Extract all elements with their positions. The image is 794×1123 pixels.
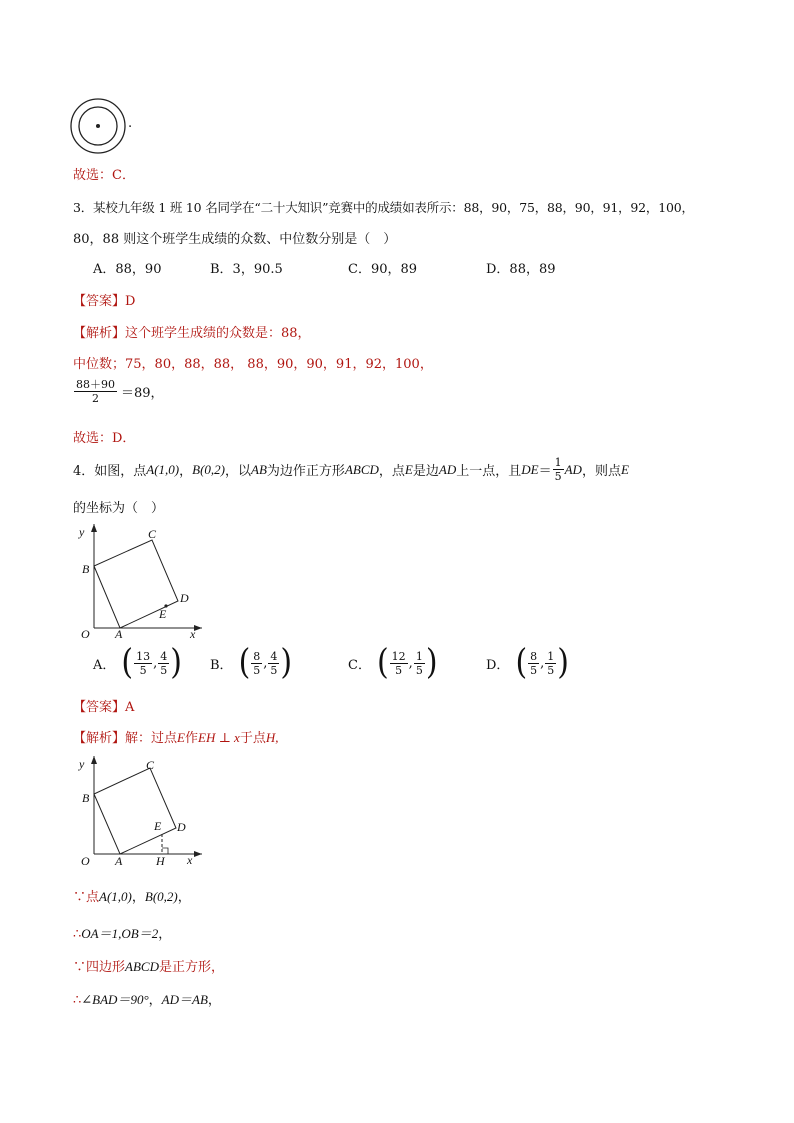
fig2-label-h: H [156, 854, 165, 868]
fig2-label-a: A [115, 854, 123, 868]
q4-answer-tag: 【答案】 [73, 700, 126, 715]
figure-period: . [128, 116, 133, 131]
because1-text: ∵点 [73, 890, 100, 905]
q4-option-c: C． ( $\frac{12}{5}$ , $\frac{1}{5}$ ) [348, 642, 438, 683]
therefore2-equality: AD＝AB [161, 992, 208, 1007]
q4-point-e2: E [620, 461, 629, 477]
q3-answer [73, 290, 135, 309]
q3-option-b: B．3，90.5 [210, 262, 283, 277]
q4-analysis-e: E [177, 730, 185, 745]
q4-analysis [73, 727, 278, 746]
q4-square-figure [68, 520, 208, 644]
q4-therefore1 [73, 923, 171, 942]
because1-point-a: A(1,0) [99, 889, 132, 904]
q4-seg-ad: AD [438, 461, 457, 477]
fig2-label-d: D [177, 820, 186, 834]
q4-analysis-end: 于点 [239, 731, 266, 746]
q4-answer [73, 696, 134, 715]
because1-point-b: B(0,2) [144, 889, 178, 904]
q4-text6: ，则点 [581, 464, 621, 479]
concentric-circles-figure [68, 98, 133, 154]
because2-text: ∵四边形 [73, 960, 126, 975]
fig2-label-o: O [81, 854, 90, 868]
q3-analysis-line1: 这个班学生成绩的众数是：88， [125, 326, 311, 341]
q4-analysis-intro: 解：过点 [125, 731, 178, 746]
q4-analysis-tag: 【解析】 [73, 731, 126, 746]
q4-analysis-figure [68, 752, 208, 876]
because2-end: 是正方形， [158, 960, 224, 975]
q4-answer-value: A [125, 700, 135, 715]
q4-sep: ， [179, 464, 193, 479]
fig2-label-e: E [154, 819, 162, 833]
q3-analysis [73, 322, 311, 341]
therefore2-sep: ， [148, 993, 162, 1008]
because1-end: ， [177, 890, 191, 905]
q3-option-d: D．88，89 [486, 262, 556, 277]
fig1-label-d: D [180, 591, 189, 605]
fig1-label-o: O [81, 627, 90, 641]
q4-point-b: B(0,2) [192, 461, 226, 477]
q4-analysis-mid: 作 [184, 731, 198, 746]
q3-option-a: A．88，90 [93, 262, 162, 277]
q4-therefore2 [73, 989, 221, 1008]
fig2-label-x: x [187, 853, 193, 867]
q4-line2: 的坐标为（ ） [73, 501, 165, 516]
q4-point-a: A(1,0) [146, 461, 180, 477]
q4-eq: ＝ [538, 464, 552, 479]
q4-square: ABCD [344, 461, 379, 477]
therefore2-angle: ∠BAD＝90° [81, 992, 149, 1007]
fig1-label-c: C [148, 527, 157, 541]
q4-analysis-perp: EH ⊥ x [198, 730, 240, 745]
q4-fraction: $\frac{1}{5}$ [554, 456, 562, 483]
because1-sep: ， [131, 890, 145, 905]
fig2-label-y: y [79, 757, 85, 771]
therefore2-symbol: ∴ [73, 993, 82, 1008]
fig1-label-y: y [79, 525, 85, 539]
q4-because1 [73, 886, 191, 905]
q4-option-a: A． ( $\frac{13}{5}$ , $\frac{4}{5}$ ) [93, 642, 182, 683]
q4-prefix: 4．如图，点 [73, 464, 147, 479]
answer-line-c: 故选：C． [73, 168, 135, 183]
q4-text2: 为边作正方形 [266, 464, 345, 479]
therefore1-end: ， [158, 927, 172, 942]
fig1-label-b: B [82, 562, 90, 576]
q4-option-b: B． ( $\frac{8}{5}$ , $\frac{4}{5}$ ) [210, 642, 293, 683]
q3-fraction: $\frac{88+90}{2}$ [76, 378, 115, 405]
q4-text4: 是边 [412, 464, 439, 479]
fig1-label-e: E [159, 607, 167, 621]
because2-square: ABCD [125, 959, 159, 974]
fig1-label-a: A [115, 627, 123, 641]
q3-line2: 80，88 则这个班学生成绩的众数、中位数分别是（ ） [73, 232, 397, 247]
q3-line1: 3．某校九年级 1 班 10 名同学在“二十大知识”竞赛中的成绩如表所示：88，90，75，88，90，91，92，100， [73, 200, 694, 215]
q4-line1 [73, 456, 629, 483]
therefore1-symbol: ∴ [73, 927, 82, 942]
q3-answer-tag: 【答案】 [73, 294, 126, 309]
q4-seg-ab: AB [251, 461, 267, 477]
q4-seg-de: DE [521, 461, 539, 477]
q3-option-c: C．90，89 [348, 262, 418, 277]
q3-fraction-result: ＝89， [121, 386, 164, 401]
therefore2-end: ， [207, 993, 221, 1008]
fig2-label-b: B [82, 791, 90, 805]
q3-analysis-line2: 中位数；75，80，88，88， 88，90，90，91，92，100， [73, 357, 433, 372]
q4-text5: 上一点，且 [456, 464, 522, 479]
q4-because2 [73, 956, 224, 975]
q4-text1: ，以 [225, 464, 252, 479]
therefore1-text: OA＝1,OB＝2 [81, 926, 159, 941]
q3-median-fraction [73, 378, 164, 405]
q4-option-d: D． ( $\frac{8}{5}$ , $\frac{1}{5}$ ) [486, 642, 570, 683]
q4-analysis-h: H, [265, 730, 279, 745]
q4-seg-ad2: AD [564, 461, 582, 477]
fig1-label-x: x [190, 627, 196, 641]
q4-point-e: E [404, 461, 413, 477]
fig2-label-c: C [146, 758, 155, 772]
q4-text3: ，点 [378, 464, 405, 479]
q3-analysis-tag: 【解析】 [73, 326, 126, 341]
q3-answer-value: D [125, 294, 136, 309]
q3-conclusion: 故选：D． [73, 431, 136, 446]
